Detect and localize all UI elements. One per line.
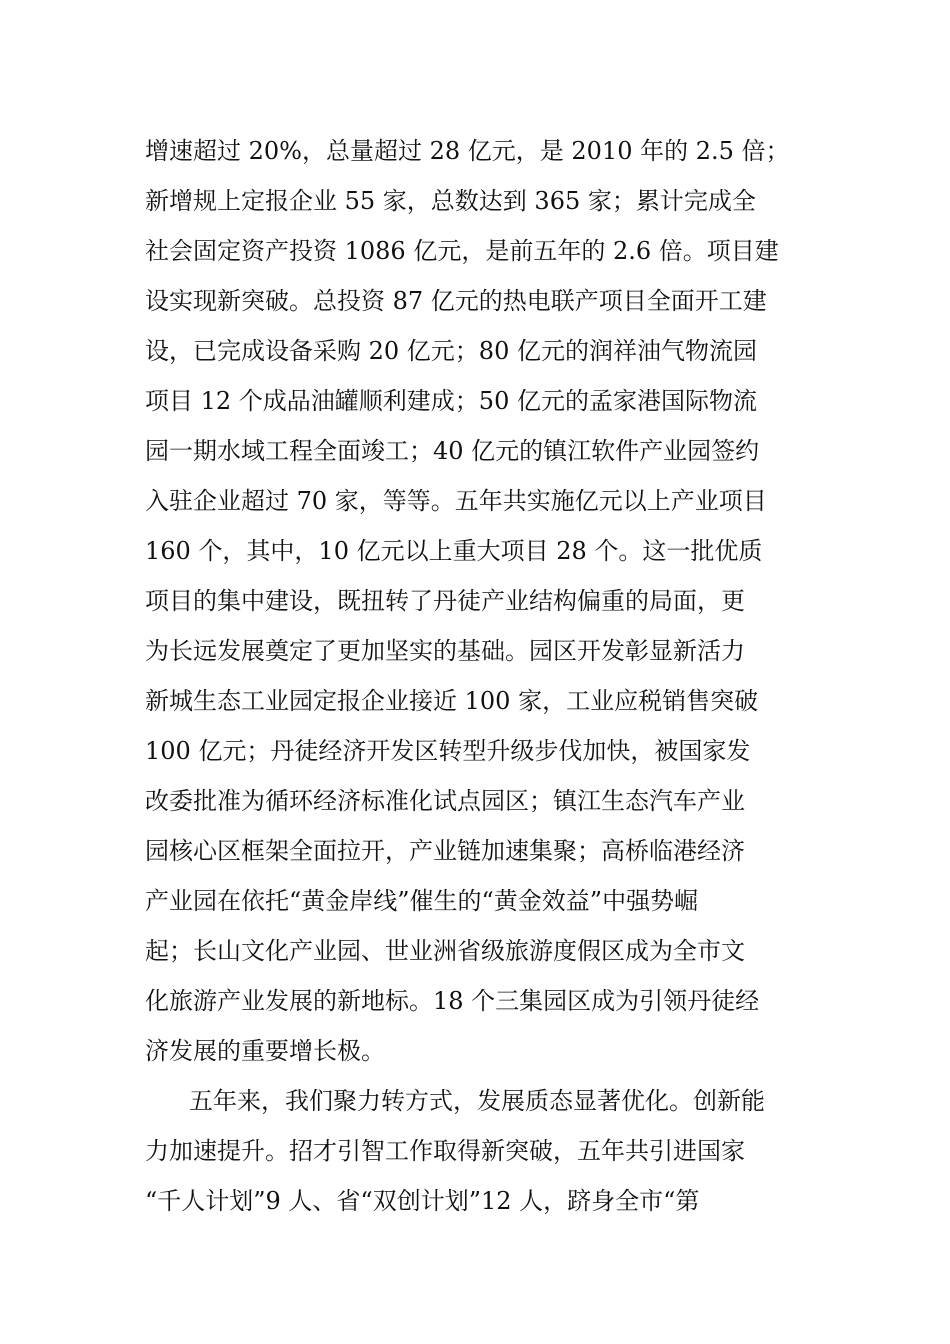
text-line: 改委批准为循环经济标准化试点园区；镇江生态汽车产业 [145, 787, 745, 815]
text-line: 160 个，其中，10 亿元以上重大项目 28 个。这一批优质 [145, 537, 763, 565]
text-line: 100 亿元；丹徒经济开发区转型升级步伐加快，被国家发 [145, 737, 751, 765]
text-line: 入驻企业超过 70 家，等等。五年共实施亿元以上产业项目 [145, 487, 767, 515]
text-line: 社会固定资产投资 1086 亿元，是前五年的 2.6 倍。项目建 [145, 237, 779, 265]
text-line: 力加速提升。招才引智工作取得新突破，五年共引进国家 [145, 1137, 745, 1165]
paragraph-start-line: 五年来，我们聚力转方式，发展质态显著优化。创新能 [189, 1087, 765, 1115]
text-line: 设，已完成设备采购 20 亿元；80 亿元的润祥油气物流园 [145, 337, 757, 365]
text-line: 化旅游产业发展的新地标。18 个三集园区成为引领丹徒经 [145, 987, 760, 1015]
text-line: 项目的集中建设，既扭转了丹徒产业结构偏重的局面，更 [145, 587, 745, 615]
text-line: 设实现新突破。总投资 87 亿元的热电联产项目全面开工建 [145, 287, 767, 315]
text-line: 济发展的重要增长极。 [145, 1037, 385, 1065]
text-line: 园一期水域工程全面竣工；40 亿元的镇江软件产业园签约 [145, 437, 760, 465]
text-line: 新增规上定报企业 55 家，总数达到 365 家；累计完成全 [145, 187, 756, 215]
text-line: 园核心区框架全面拉开，产业链加速集聚；高桥临港经济 [145, 837, 745, 865]
text-line: 新城生态工业园定报企业接近 100 家，工业应税销售突破 [145, 687, 759, 715]
text-line: 为长远发展奠定了更加坚实的基础。园区开发彰显新活力 [145, 637, 745, 665]
text-line: 项目 12 个成品油罐顺利建成；50 亿元的孟家港国际物流 [145, 387, 757, 415]
text-line: 增速超过 20%，总量超过 28 亿元，是 2010 年的 2.5 倍； [145, 137, 790, 165]
text-line: “千人计划”9 人、省“双创计划”12 人，跻身全市“第 [145, 1187, 700, 1215]
text-line: 产业园在依托“黄金岸线”催生的“黄金效益”中强势崛 [145, 887, 699, 915]
body-text [145, 126, 810, 1226]
text-line: 起；长山文化产业园、世业洲省级旅游度假区成为全市文 [145, 937, 745, 965]
